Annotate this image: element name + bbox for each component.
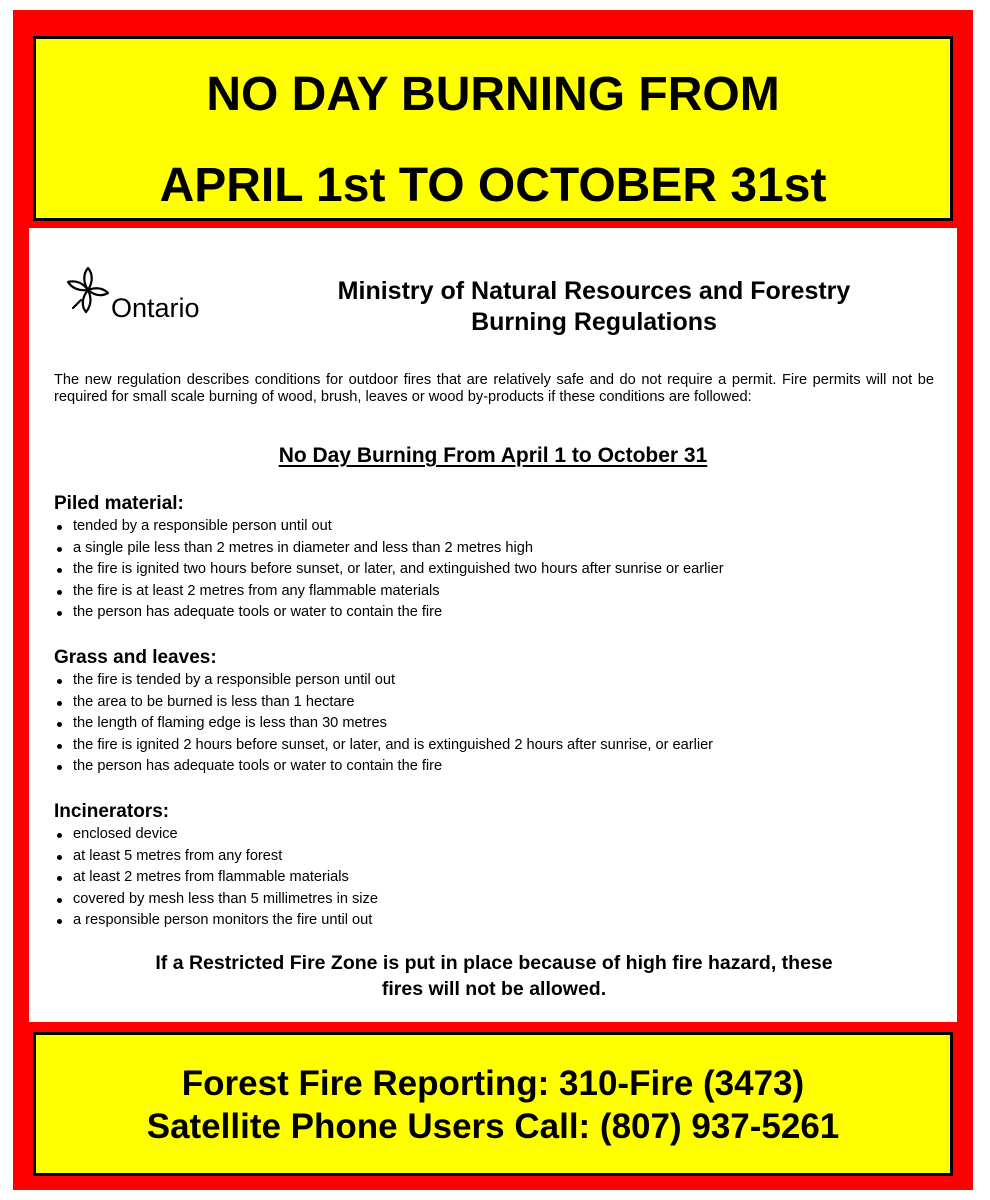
headline-line-2: APRIL 1st TO OCTOBER 31st — [159, 159, 827, 212]
section-title: Incinerators: — [54, 801, 170, 822]
ontario-wordmark: Ontario — [111, 293, 200, 323]
condition-list — [54, 670, 934, 778]
warning-line-1: If a Restricted Fire Zone is put in place because of high fire hazard, these — [155, 952, 833, 974]
ministry-name: Ministry of Natural Resources and Forestry — [337, 277, 851, 305]
poster — [13, 10, 973, 1190]
list-item: the fire is tended by a responsible person until out — [54, 670, 934, 692]
header-banner — [33, 36, 953, 221]
grass-and-leaves-section — [54, 646, 934, 778]
ministry-subtitle: Burning Regulations — [471, 308, 717, 336]
section-title: Grass and leaves: — [54, 647, 217, 668]
list-item: the length of flaming edge is less than 30 metres — [54, 713, 934, 735]
list-item: tended by a responsible person until out — [54, 516, 934, 538]
list-item: covered by mesh less than 5 millimetres in size — [54, 889, 934, 911]
list-item: the person has adequate tools or water to contain the fire — [54, 756, 934, 778]
incinerators-section — [54, 800, 934, 932]
condition-list — [54, 824, 934, 932]
warning-line-2: fires will not be allowed. — [381, 978, 607, 1000]
section-heading — [29, 443, 957, 469]
footer-banner — [33, 1032, 953, 1176]
section-heading-text: No Day Burning From April 1 to October 31 — [278, 444, 708, 467]
regulations-panel — [29, 228, 957, 1022]
list-item: the fire is at least 2 metres from any flammable materials — [54, 581, 934, 603]
ministry-title — [269, 276, 919, 338]
headline-line-1: NO DAY BURNING FROM — [206, 68, 780, 121]
list-item: at least 2 metres from flammable materials — [54, 867, 934, 889]
list-item: a responsible person monitors the fire until out — [54, 910, 934, 932]
fire-reporting-number: Forest Fire Reporting: 310-Fire (3473) — [181, 1064, 805, 1103]
trillium-icon — [65, 264, 111, 320]
list-item: the person has adequate tools or water to contain the fire — [54, 602, 934, 624]
list-item: the fire is ignited 2 hours before sunset, or later, and is extinguished 2 hours after sunrise, or earlier — [54, 735, 934, 757]
list-item: enclosed device — [54, 824, 934, 846]
intro-paragraph: The new regulation describes conditions for outdoor fires that are relatively safe and do not require a permit. Fire permits will not be required for small scale burning of wood, brush, leaves or wood by-products if these conditions are followed: — [54, 372, 934, 405]
restricted-fire-zone-warning — [69, 950, 919, 1002]
list-item: a single pile less than 2 metres in diameter and less than 2 metres high — [54, 538, 934, 560]
satellite-phone-number: Satellite Phone Users Call: (807) 937-5261 — [146, 1107, 840, 1146]
condition-list — [54, 516, 934, 624]
list-item: the area to be burned is less than 1 hectare — [54, 692, 934, 714]
piled-material-section — [54, 492, 934, 624]
ontario-logo — [65, 264, 255, 334]
list-item: at least 5 metres from any forest — [54, 846, 934, 868]
section-title: Piled material: — [54, 493, 184, 514]
list-item: the fire is ignited two hours before sunset, or later, and extinguished two hours after sunrise or earlier — [54, 559, 934, 581]
